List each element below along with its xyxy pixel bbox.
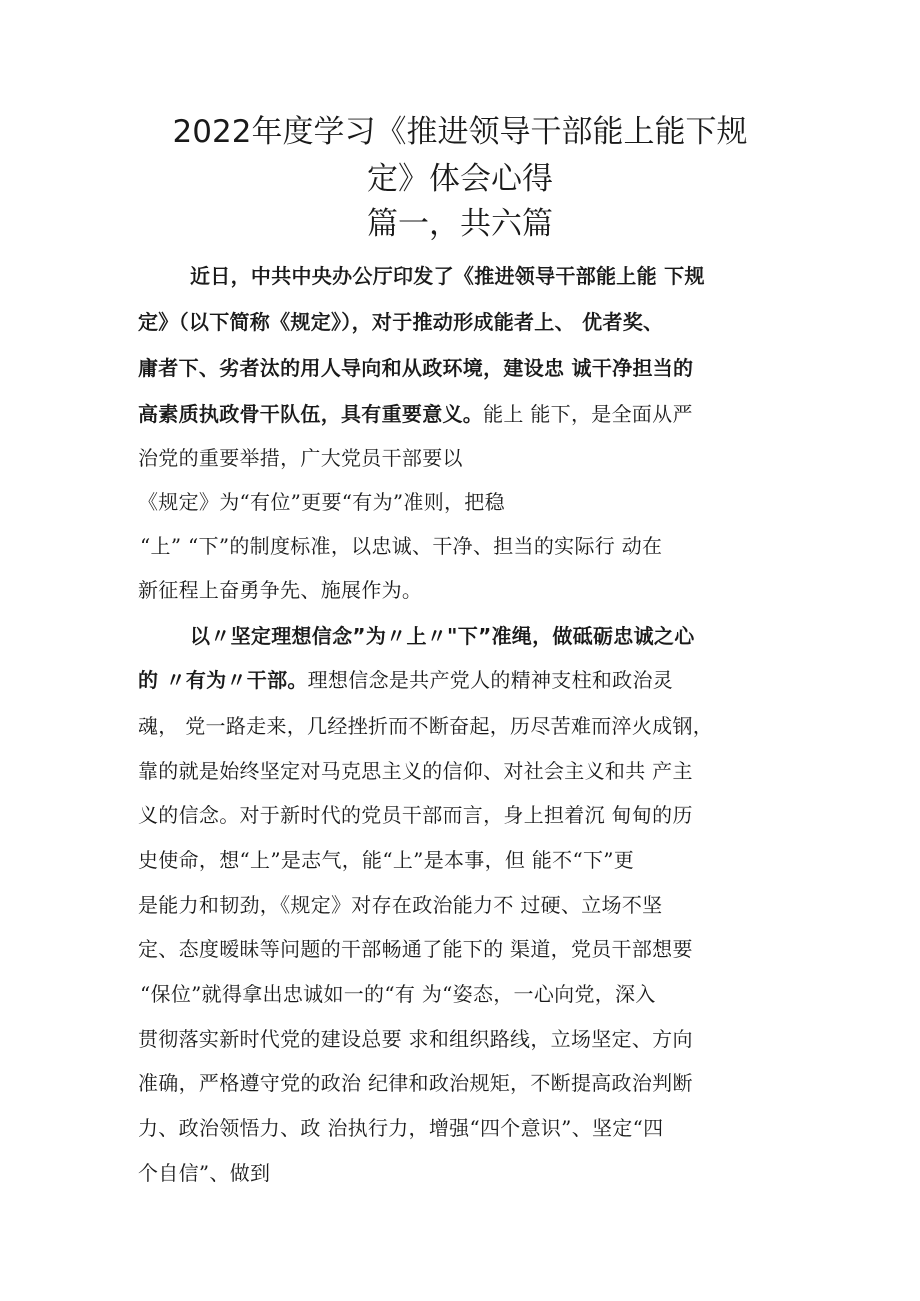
paragraph-2-line — [138, 666, 673, 694]
document-title-line-2: 定》体会心得 — [367, 161, 553, 197]
paragraph-2-line: 贯彻落实新时代党的建设总要 求和组织路线，立场坚定、方向 — [138, 1027, 693, 1051]
paragraph-2-line: 魂， 党一路走来，几经挫折而不断奋起，历尽苦难而淬火成钢， — [138, 714, 714, 738]
paragraph-2-line: 是能力和韧劲，《规定》对存在政治能力不 过硬、立场不坚 — [138, 893, 663, 917]
paragraph-1-line: 新征程上奋勇争先、施展作为。 — [138, 578, 423, 602]
paragraph-1-line: “上” “下”的制度标准，以忠诚、干净、担当的实际行 动在 — [140, 534, 663, 558]
paragraph-1-line: 《规定》为“有位”更要“有为”准则，把稳 — [138, 490, 505, 514]
document-title-line-1: 2022年度学习《推进领导干部能上能下规 — [172, 114, 748, 150]
paragraph-2-normal-segment: 理想信念是共产党人的精神支柱和政治灵 — [307, 668, 674, 692]
paragraph-1-line: 庸者下、劣者汰的用人导向和从政环境，建设忠 诚干净担当的 — [138, 356, 694, 380]
paragraph-2-line: 定、态度暧昧等问题的干部畅通了能下的 渠道，党员干部想要 — [138, 937, 693, 961]
paragraph-2-line: 以〃坚定理想信念”为〃上〃"下”准绳，做砥砺忠诚之心 — [190, 624, 695, 648]
paragraph-2-bold-segment: 的 〃有为〃干部。 — [138, 668, 308, 692]
document-subtitle: 篇一，共六篇 — [367, 206, 553, 242]
paragraph-2-line: 准确，严格遵守党的政治 纪律和政治规矩，不断提高政治判断 — [138, 1071, 693, 1095]
paragraph-1-line: 治党的重要举措，广大党员干部要以 — [138, 446, 463, 470]
paragraph-2-line: “保位”就得拿出忠诚如一的“有 为“姿态，一心向党，深入 — [140, 982, 656, 1006]
paragraph-1-normal-segment: 能上 能下，是全面从严 — [483, 402, 693, 426]
paragraph-2-line: 史使命，想“上”是志气，能“上”是本事，但 能不“下”更 — [138, 848, 635, 872]
paragraph-1-line — [138, 400, 693, 428]
paragraph-2-line: 力、政治领悟力、政 治执行力，增强“四个意识”、坚定“四 — [138, 1116, 664, 1140]
paragraph-1-line: 近日，中共中央办公厅印发了《推进领导干部能上能 下规 — [190, 264, 705, 288]
paragraph-2-line: 义的信念。对于新时代的党员干部而言，身上担着沉 甸甸的历 — [138, 803, 693, 827]
paragraph-1-bold-segment: 高素质执政骨干队伍，具有重要意义。 — [138, 402, 484, 426]
paragraph-1-line: 定》（以下简称《规定》），对于推动形成能者上、 优者奖、 — [138, 310, 664, 334]
paragraph-2-line: 个自信”、做到 — [138, 1161, 271, 1185]
paragraph-2-line: 靠的就是始终坚定对马克思主义的信仰、对社会主义和共 产主 — [138, 759, 693, 783]
